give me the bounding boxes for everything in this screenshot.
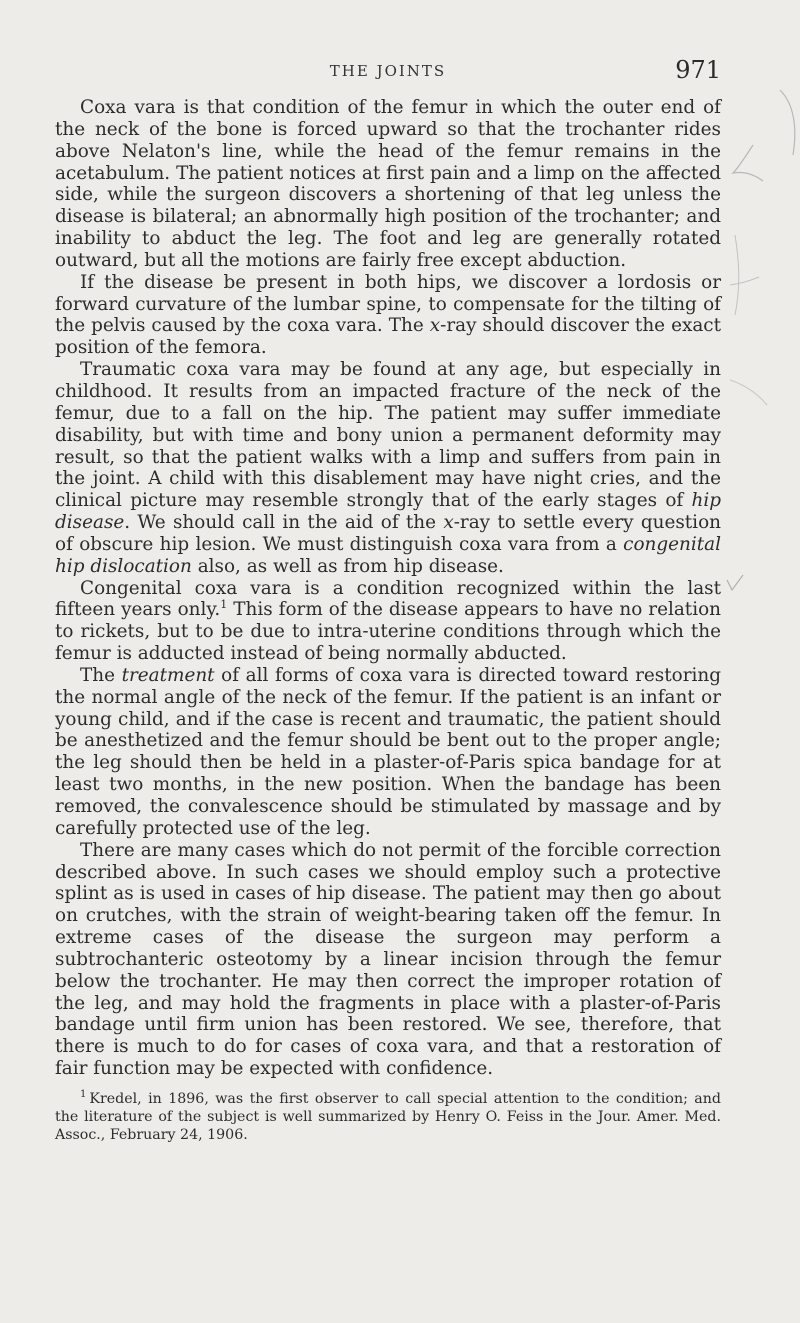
congenital-hip-dislocation-italic: congenital hip dislocation	[55, 533, 721, 577]
paragraph-treatment	[55, 665, 721, 840]
paragraph-text: -ray to settle every question of obscure hip lesion. We must distinguish coxa vara from a	[55, 512, 721, 555]
body-text	[55, 97, 721, 1080]
paragraph-text: Coxa vara is that condition of the femur in which the outer end of the neck of the bone is forced upward so that the trochanter rides above Nelaton's line, while the head of the femur remains in the acetabulum. The patient notices at first pain and a limp on the affected side, while the surgeon discovers a shortening of that leg unless the disease is bilateral; an abnormally high position of the trochanter; and inability to abduct the leg. The foot and leg are generally rotated outward, but all the motions are fairly free except abduction.	[55, 97, 721, 271]
paragraph-bilateral-disease	[55, 272, 721, 359]
paragraph-text: The	[80, 664, 122, 686]
paragraph-text: of all forms of coxa vara is directed toward restoring the normal angle of the neck of the femur. If the patient is an infant or young child, and if the case is recent and traumatic, the patient should be anesthetized and the femur should be bent out to the proper angle; the leg should then be held in a plaster-of-Paris spica bandage for at least two months, in the new position. When the bandage has been removed, the convalescence should be stimulated by massage and by carefully protected use of the leg.	[55, 664, 721, 839]
paragraph-text: Traumatic coxa vara may be found at any age, but especially in childhood. It results from an impacted fracture of the neck of the femur, due to a fall on the hip. The patient may suffer immediate disability, but with time and bony union a permanent deformity may result, so that the patient walks with a limp and suffers from pain in the joint. A child with this disablement may have night cries, and the clinical picture may resemble strongly that of the early stages of	[55, 359, 721, 512]
paragraph-text: If the disease be present in both hips, we discover a lordosis or forward curvature of the lumbar spine, to compensate for the tilting of the pelvis caused by the coxa vara. The	[55, 271, 721, 337]
paragraph-text: -ray should discover the exact position of the femora.	[55, 315, 721, 359]
footnote-reference[interactable]: 1	[220, 598, 228, 612]
paragraph-text: . We should call in the aid of the	[124, 512, 444, 534]
footnote-mark: 1	[80, 1089, 87, 1101]
x-italic: x	[429, 315, 441, 337]
x-italic: x	[443, 512, 454, 534]
running-title: THE JOINTS	[329, 62, 447, 80]
paragraph-text: This form of the disease appears to have no relation to rickets, but to be due to intra-uterine conditions through which the femur is adducted instead of being normally abducted.	[55, 599, 721, 665]
paragraph-text: also, as well as from hip disease.	[191, 555, 504, 577]
footnote-paragraph	[55, 1090, 721, 1144]
footnote	[55, 1090, 721, 1144]
paragraph-traumatic-coxa-vara	[55, 359, 721, 577]
footnote-text: Kredel, in 1896, was the first observer to call special attention to the condition; and the literature of the subject is well summarized by Henry O. Feiss in the Jour. Amer. Med. Assoc., February 24, 1906.	[55, 1091, 721, 1143]
page-number: 971	[675, 56, 721, 84]
paragraph-text: There are many cases which do not permit of the forcible correction described above. In such cases we should employ such a protective splint as is used in cases of hip disease. The patient may then go about on crutches, with the strain of weight-bearing taken off the femur. In extreme cases of the disease the surgeon may perform a subtrochanteric osteotomy by a linear incision through the femur below the trochanter. He may then correct the improper rotation of the leg, and may hold the fragments in place with a plaster-of-Paris bandage until firm union has been restored. We see, therefore, that there is much to do for cases of coxa vara, and that a restoration of fair function may be expected with confidence.	[55, 839, 721, 1080]
paragraph-text: Congenital coxa vara is a condition recognized within the last fifteen years only.	[55, 577, 721, 621]
running-head	[55, 58, 721, 84]
margin-pencil-marks	[725, 85, 800, 695]
hip-disease-italic: hip disease	[55, 490, 721, 534]
paragraph-coxa-vara-definition	[55, 97, 721, 272]
treatment-italic: treatment	[121, 664, 215, 686]
paragraph-congenital-coxa-vara	[55, 578, 721, 665]
paragraph-splint-osteotomy	[55, 840, 721, 1080]
